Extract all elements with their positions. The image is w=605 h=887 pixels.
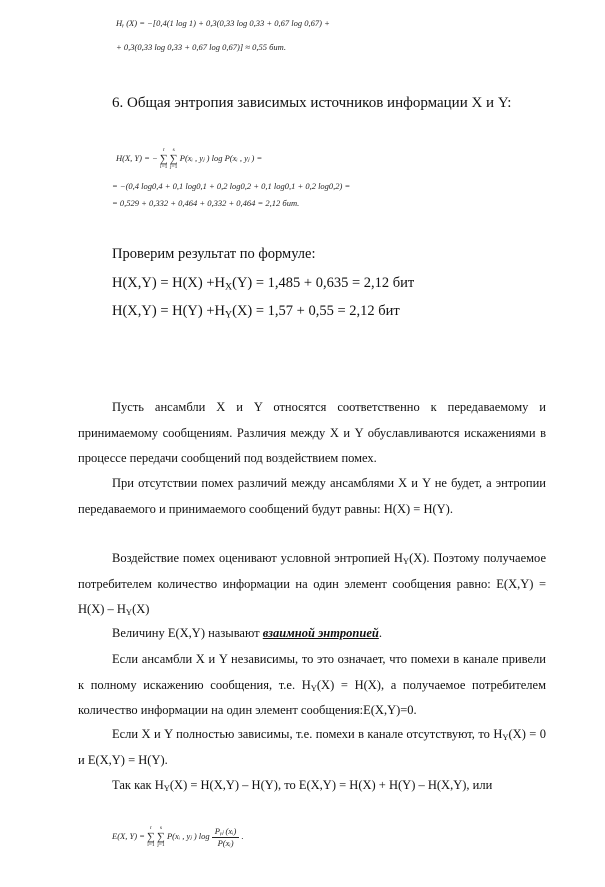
paragraph-mutual-entropy: Величину E(X,Y) называют взаимной энтропией.	[112, 626, 382, 640]
joint-entropy-lhs: H(X, Y) = −	[116, 152, 158, 163]
formula-lhs: E(X, Y) =	[112, 830, 145, 841]
paragraph-ensembles: Пусть ансамбли X и Y относятся соответственно к передаваемому и принимаемому сообщениям. Различия между X и Y обуславливаются искажениями в процессе передачи сообщений под воздействием помех.	[78, 400, 546, 465]
paragraph-fully-dependent: Если X и Y полностью зависимы, т.е. помехи в канале отсутствуют, то $H_Y(X) = 0$ и E(X,Y) = H(Y).	[78, 727, 547, 767]
sum-i-symbol: r ∑ i=1	[159, 147, 168, 170]
joint-entropy-line3: = 0,529 + 0,332 + 0,464 + 0,332 + 0,464 = 2,12 бит.	[112, 198, 300, 208]
section-heading: 6. Общая энтропия зависимых источников информации X и Y:	[112, 95, 512, 111]
sum-i-upper: r	[162, 147, 165, 153]
sum-i-symbol: r ∑ i=1	[147, 825, 155, 848]
fraction-denominator: P(xᵢ)	[217, 838, 234, 848]
paragraph-since: Так как $H_Y(X) = H(X,Y) - H(Y)$, то E(X,Y) = H(X) + H(Y) – H(X,Y), или	[112, 778, 493, 794]
sum-j-upper: s	[172, 147, 175, 153]
joint-entropy-term: P(xᵢ , yⱼ ) log P(xᵢ , yⱼ ) =	[179, 152, 263, 163]
formula-tail: .	[241, 830, 244, 841]
formula-term: P(xᵢ , yⱼ ) log	[166, 830, 210, 841]
mutual-entropy-term: взаимной энтропией	[262, 626, 379, 640]
sum-j-lower: j=1	[170, 163, 178, 170]
sum-i-lower: i=1	[160, 163, 168, 170]
check-formula-2: $H(X,Y) = H(Y) +H_Y(X) = 1,57 + 0,55 = 2,12$ бит	[112, 303, 400, 321]
mutual-entropy-formula	[112, 826, 244, 848]
top-equation-line2: + 0,3(0,33 log 0,33 + 0,67 log 0,67)] ≈ 0,55 бит.	[116, 42, 286, 52]
joint-entropy-line2: = −(0,4 log0,4 + 0,1 log0,1 + 0,2 log0,2 + 0,1 log0,1 + 0,2 log0,2) =	[112, 181, 351, 191]
fraction-numerator: Pᵧⱼ (xᵢ)	[212, 826, 240, 838]
check-intro: Проверим результат по формуле:	[112, 246, 316, 262]
sum-j-symbol: s ∑ j=1	[169, 147, 178, 170]
formula-fraction	[212, 826, 240, 848]
top-equation-line1: Hᵧ (X) = −[0,4(1 log 1) + 0,3(0,33 log 0,33 + 0,67 log 0,67) +	[116, 18, 330, 28]
joint-entropy-line1	[116, 148, 262, 170]
check-formula-1: $H(X,Y) = H(X) +H_X(Y) = 1,485 + 0,635 = 2,12$ бит	[112, 275, 415, 293]
paragraph-independent: Если ансамбли X и Y независимы, то это означает, что помехи в канале привели к полному искажению сообщения, т.е. $H_Y(X) = H(X)$, а получаемое потребителем количество информации на один элемент сообщения:E(X,Y)=0.	[78, 652, 546, 717]
paragraph-no-noise: При отсутствии помех различий между ансамблями X и Y не будет, а энтропии передаваемого и принимаемого сообщений будут равны: H(X) = H(Y).	[78, 476, 546, 516]
paragraph-noise-effect: Воздействие помех оценивают условной энтропией $H_Y(X)$. Поэтому получаемое потребителем количество информации на один элемент сообщения равно: $E(X,Y) = H(X) - H_Y(X)$	[78, 551, 546, 618]
sum-j-symbol: s ∑ j=1	[156, 825, 165, 848]
